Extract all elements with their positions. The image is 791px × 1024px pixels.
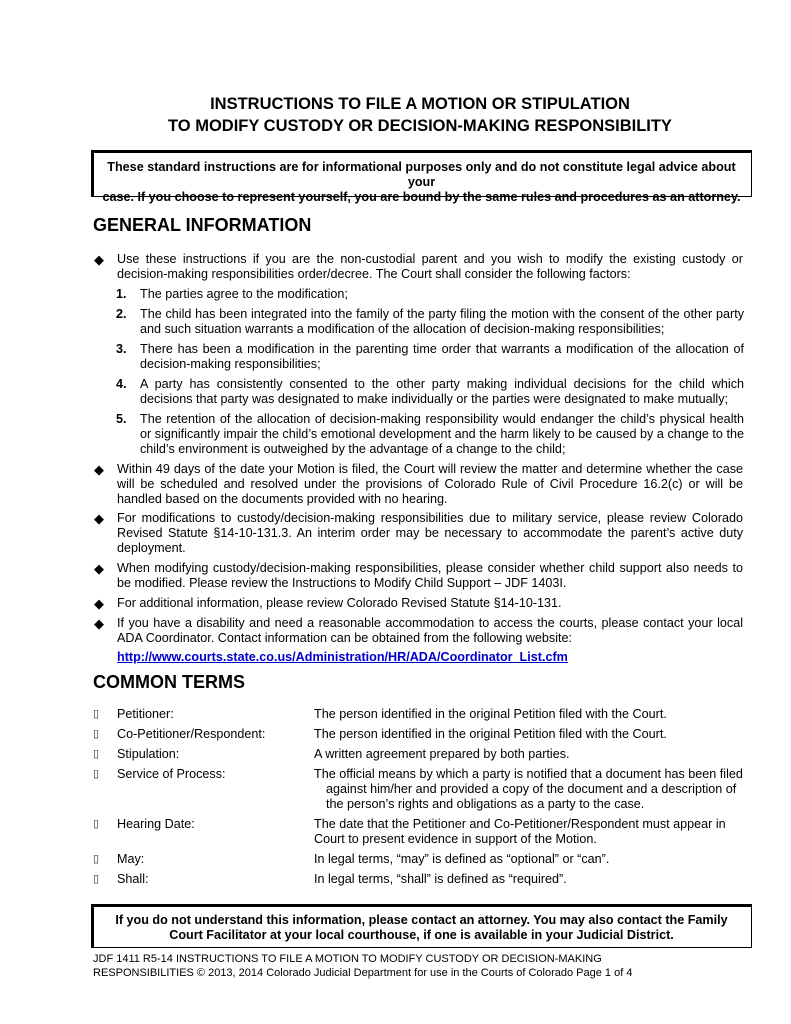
footer-line-1: JDF 1411 R5-14 INSTRUCTIONS TO FILE A MOTION TO MODIFY CUSTODY OR DECISION-MAKING <box>93 953 602 965</box>
term-label: Service of Process: <box>117 767 226 781</box>
term-marker-icon: ▯ <box>93 768 100 780</box>
factor-number: 2. <box>116 307 127 321</box>
factor-number: 3. <box>116 342 127 356</box>
term-marker-icon: ▯ <box>93 748 100 760</box>
bullet-icon: ◆ <box>94 252 104 267</box>
document-title-line-2: TO MODIFY CUSTODY OR DECISION-MAKING RESPONSIBILITY <box>168 117 672 135</box>
attorney-contact-notice-box <box>91 904 752 948</box>
attorney-notice-line-2: Court Facilitator at your local courthouse, if one is available in your Judicial District. <box>169 928 674 942</box>
term-definition: In legal terms, “may” is defined as “optional” or “can”. <box>314 852 610 866</box>
bullet-icon: ◆ <box>94 596 104 611</box>
factor-text: The child has been integrated into the family of the party filing the motion with the consent of the other party and such situation warrants a modification of the allocation of decision-making responsibilities; <box>140 307 744 336</box>
disclaimer-line-1: These standard instructions are for informational purposes only and do not constitute legal advice about your <box>107 160 736 189</box>
bullet-icon: ◆ <box>94 561 104 576</box>
factor-number: 1. <box>116 287 127 301</box>
page-footer <box>93 952 753 980</box>
term-label: Petitioner: <box>117 707 174 721</box>
term-marker-icon: ▯ <box>93 853 100 865</box>
disclaimer-line-2: case. If you choose to represent yourself, you are bound by the same rules and procedures as an attorney. <box>102 190 741 204</box>
ada-coordinator-link[interactable]: http://www.courts.state.co.us/Administration/HR/ADA/Coordinator_List.cfm <box>117 650 568 664</box>
bullet-icon: ◆ <box>94 511 104 526</box>
disclaimer-notice-box <box>91 150 752 204</box>
term-label: Stipulation: <box>117 747 180 761</box>
common-terms-heading: COMMON TERMS <box>93 672 245 692</box>
document-title-line-1: INSTRUCTIONS TO FILE A MOTION OR STIPULATION <box>210 95 630 113</box>
intro-paragraph: Use these instructions if you are the non-custodial parent and you wish to modify the existing custody or decision-making responsibilities order/decree. The Court shall consider the following factors: <box>117 252 743 281</box>
factor-text: The parties agree to the modification; <box>140 287 348 301</box>
term-marker-icon: ▯ <box>93 818 100 830</box>
term-definition: The person identified in the original Petition filed with the Court. <box>314 707 667 721</box>
bullet-paragraph: For modifications to custody/decision-making responsibilities due to military service, please review Colorado Revised Statute §14-10-131.3. An interim order may be necessary to accommodate the parent’s active duty deployment. <box>117 511 743 555</box>
term-label: Shall: <box>117 872 149 886</box>
term-label: May: <box>117 852 145 866</box>
bullet-paragraph: When modifying custody/decision-making responsibilities, please consider whether child support also needs to be modified. Please review the Instructions to Modify Child Support – JDF 1403I. <box>117 561 743 590</box>
factor-text: There has been a modification in the parenting time order that warrants a modification of the allocation of decision-making responsibilities; <box>140 342 744 371</box>
term-marker-icon: ▯ <box>93 873 100 885</box>
attorney-notice-line-1: If you do not understand this information, please contact an attorney. You may also contact the Family <box>115 913 728 927</box>
term-definition: The official means by which a party is notified that a document has been filed against him/her and provided a copy of the document and a description of the person’s rights and obligations as a party to the case. <box>314 767 743 811</box>
bullet-paragraph: Within 49 days of the date your Motion is filed, the Court will review the matter and determine whether the case will be scheduled and resolved under the provisions of Colorado Rule of Civil Procedure 16.2(c) or will be handled based on the documents provided with no hearing. <box>117 462 743 506</box>
bullet-icon: ◆ <box>94 616 104 631</box>
term-marker-icon: ▯ <box>93 708 100 720</box>
factor-text: The retention of the allocation of decision-making responsibility would endanger the child’s physical health or significantly impair the child’s emotional development and the harm likely to be caused by a change to the child’s environment is outweighed by the advantage of a change to the child; <box>140 412 744 456</box>
term-definition: The person identified in the original Petition filed with the Court. <box>314 727 667 741</box>
bullet-paragraph: If you have a disability and need a reasonable accommodation to access the courts, please contact your local ADA Coordinator. Contact information can be obtained from the following website: <box>117 616 743 645</box>
footer-line-2: RESPONSIBILITIES © 2013, 2014 Colorado Judicial Department for use in the Courts of Colorado Page 1 of 4 <box>93 967 633 979</box>
term-label: Hearing Date: <box>117 817 195 831</box>
term-definition: A written agreement prepared by both parties. <box>314 747 570 761</box>
factor-number: 5. <box>116 412 127 426</box>
general-information-heading: GENERAL INFORMATION <box>93 215 312 235</box>
factor-text: A party has consistently consented to the other party making individual decisions for the child which decisions that party was designated to make individually or the parties were designated to make mutually; <box>140 377 744 406</box>
term-marker-icon: ▯ <box>93 728 100 740</box>
term-label: Co-Petitioner/Respondent: <box>117 727 266 741</box>
bullet-icon: ◆ <box>94 462 104 477</box>
term-definition: The date that the Petitioner and Co-Petitioner/Respondent must appear in Court to present evidence in support of the Motion. <box>314 817 726 846</box>
term-definition: In legal terms, “shall” is defined as “required”. <box>314 872 567 886</box>
factor-number: 4. <box>116 377 127 391</box>
bullet-paragraph: For additional information, please review Colorado Revised Statute §14-10-131. <box>117 596 562 610</box>
